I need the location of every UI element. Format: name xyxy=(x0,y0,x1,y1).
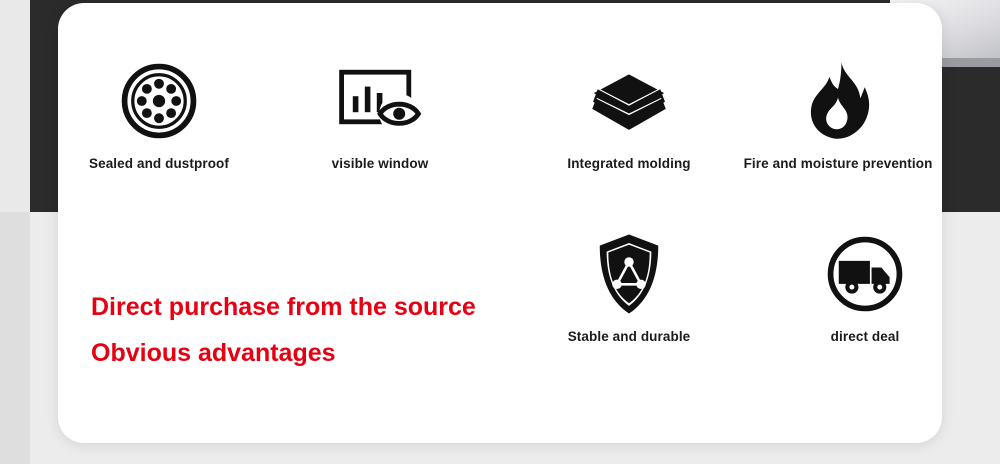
background-left-strip-bottom xyxy=(0,212,30,464)
headline-line-2: Obvious advantages xyxy=(91,339,336,367)
visible-window-icon xyxy=(280,58,480,144)
feature-label: Integrated molding xyxy=(567,156,691,171)
dust-filter-icon xyxy=(59,58,259,144)
headline-line-1: Direct purchase from the source xyxy=(91,293,476,321)
feature-item-fire-and-moisture-prevention xyxy=(738,58,938,171)
feature-card xyxy=(58,3,942,443)
background-left-strip-top xyxy=(0,0,30,212)
feature-grid xyxy=(58,3,942,443)
feature-item-sealed-and-dustproof xyxy=(59,58,259,171)
feature-label: direct deal xyxy=(830,329,900,344)
feature-label: Fire and moisture prevention xyxy=(743,156,933,171)
feature-label: Stable and durable xyxy=(567,329,691,344)
feature-item-direct-deal xyxy=(765,231,965,344)
shield-icon xyxy=(529,231,729,317)
feature-label: visible window xyxy=(331,156,429,171)
headline-block xyxy=(91,284,551,376)
feature-label: Sealed and dustproof xyxy=(88,156,229,171)
flame-icon xyxy=(738,58,938,144)
feature-item-visible-window xyxy=(280,58,480,171)
delivery-truck-icon xyxy=(765,231,965,317)
feature-item-stable-and-durable xyxy=(529,231,729,344)
feature-item-integrated-molding xyxy=(529,58,729,171)
layers-icon xyxy=(529,58,729,144)
